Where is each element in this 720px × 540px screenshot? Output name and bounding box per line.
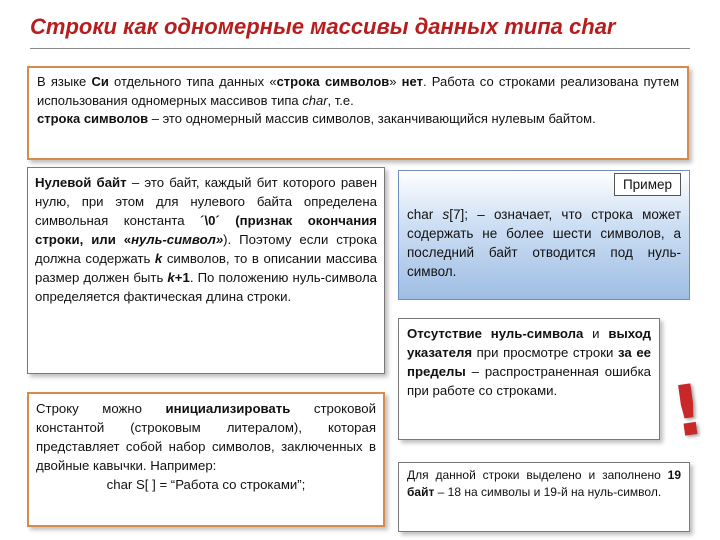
page-title: Строки как одномерные массивы данных типа char — [30, 14, 690, 49]
example-label: Пример — [614, 173, 681, 196]
null-byte-box: Нулевой байт – это байт, каждый бит которого равен нулю, при этом для нулевого байта определена символьная константа ´\0´ (признак окончания строки, или «нуль-символ»). Поэтому если строка должна содержать k символов, то в описании массива размер должен быть k+1. По положению нуль-символа определяется фактическая длина строки. — [27, 167, 385, 374]
intro-box: В языке Си отдельного типа данных «строка символов» нет. Работа со строками реализована путем использования одномерных массивов типа char, т.е. строка символов – это одномерный массив символов, заканчивающийся нулевым байтом. — [27, 66, 689, 160]
code-example: char S[ ] = “Работа со строками”; — [106, 477, 306, 492]
exclamation-mark-icon: ! — [666, 368, 710, 454]
note-box: Для данной строки выделено и заполнено 19 байт – 18 на символы и 19-й на нуль-символ. — [398, 462, 690, 532]
error-box: Отсутствие нуль-символа и выход указателя при просмотре строки за ее пределы – распространенная ошибка при работе со строками. — [398, 318, 660, 440]
example-box: Пример char s[7]; – означает, что строка может содержать не более шести символов, а последний байт отводится под нуль-символ. — [398, 170, 690, 300]
init-box: Строку можно инициализировать строковой константой (строковым литералом), которая представляет собой набор символов, заключенных в двойные кавычки. Например: char S[ ] = “Работа со строками”; — [27, 392, 385, 527]
